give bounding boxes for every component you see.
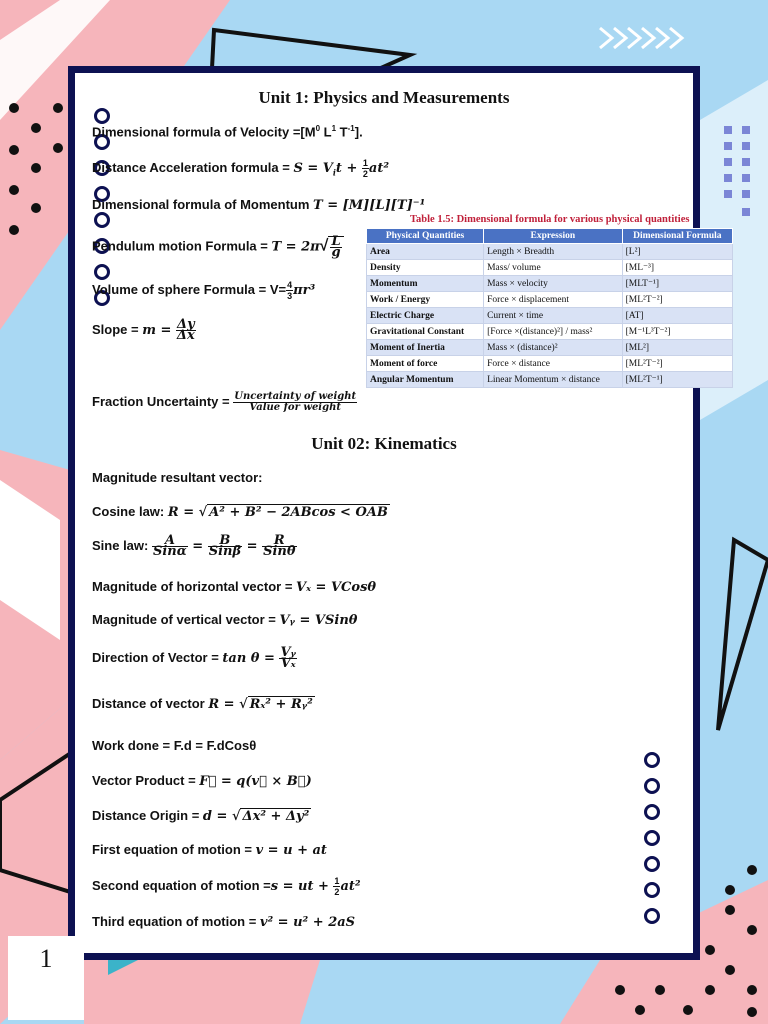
sphere-volume-line: Volume of sphere Formula = V= $\frac{4}{3}$ πr³ <box>92 280 316 301</box>
table-cell: Angular Momentum <box>367 372 484 388</box>
table-row <box>367 308 733 324</box>
sine-law-line: Sine law: $\frac{A}{\text{Sinα}}$ = $\frac{B}{\text{Sinβ}}$ = $\frac{R}{\text{Sinθ}}$ <box>92 533 296 559</box>
table-cell: Gravitational Constant <box>367 324 484 340</box>
second-equation-line: Second equation of motion =s = ut + $\frac{1}{2}$ at² <box>92 876 361 897</box>
first-equation-line: First equation of motion = v = u + at <box>92 842 327 858</box>
vector-distance-line: Distance of vector R = √ Rₓ² + Rᵧ² <box>92 696 313 712</box>
table-cell: Current × time <box>484 308 623 324</box>
page-content <box>68 66 700 960</box>
table-cell: Force × distance <box>484 356 623 372</box>
table-row <box>367 276 733 292</box>
unit1-title: Unit 1: Physics and Measurements <box>258 88 510 107</box>
table-row <box>367 292 733 308</box>
distance-origin-line: Distance Origin = d = √ Δx² + Δy² <box>92 808 310 824</box>
table-cell: [ML²T⁻²] <box>622 292 732 308</box>
table-cell: Density <box>367 260 484 276</box>
slope-line: Slope = m = $\frac{\Delta y}{\Delta x}$ <box>92 317 195 343</box>
table-cell: Momentum <box>367 276 484 292</box>
table-cell: Force × displacement <box>484 292 623 308</box>
page-number: 1 <box>39 944 53 973</box>
table-cell: Mass/ volume <box>484 260 623 276</box>
table-cell: Area <box>367 244 484 260</box>
table-cell: [AT] <box>622 308 732 324</box>
third-equation-line: Third equation of motion = v² = u² + 2aS <box>92 914 356 930</box>
resultant-vector-heading: Magnitude resultant vector: <box>92 470 263 485</box>
unit2-title: Unit 02: Kinematics <box>311 434 457 453</box>
vector-direction-line: Direction of Vector = tan θ = $\frac{\text{Vᵧ}}{\text{Vₓ}}$ <box>92 645 296 671</box>
table-cell: Mass × (distance)² <box>484 340 623 356</box>
table-cell: [ML⁻³] <box>622 260 732 276</box>
vertical-vector-line: Magnitude of vertical vector = Vᵧ = VSinθ <box>92 612 358 628</box>
page-number-box <box>8 936 84 1020</box>
table-cell: [ML²T⁻²] <box>622 356 732 372</box>
table-cell: [Force ×(distance)²] / mass² <box>484 324 623 340</box>
table-row <box>367 340 733 356</box>
table-cell: Mass × velocity <box>484 276 623 292</box>
work-done-line: Work done = F.d = F.dCosθ <box>92 738 257 753</box>
table-cell: Moment of Inertia <box>367 340 484 356</box>
table-row <box>367 372 733 388</box>
table-row <box>367 356 733 372</box>
table-cell: [MLT⁻¹] <box>622 276 732 292</box>
cosine-law-line: Cosine law: R = √ A² + B² − 2ABcos < OAB <box>92 504 388 520</box>
table-cell: Electric Charge <box>367 308 484 324</box>
vector-product-line: Vector Product = F⃗ = q(v⃗ × B⃗) <box>92 773 312 789</box>
table-cell: Work / Energy <box>367 292 484 308</box>
horizontal-vector-line: Magnitude of horizontal vector = Vₓ = VCosθ <box>92 579 377 595</box>
table-row <box>367 244 733 260</box>
table-cell: Linear Momentum × distance <box>484 372 623 388</box>
table-cell: Length × Breadth <box>484 244 623 260</box>
table-row <box>367 324 733 340</box>
table-header: Physical Quantities <box>367 229 484 244</box>
velocity-dimension-line: Dimensional formula of Velocity $=[M^0$ $L^1$ $T^{-1}$]. <box>92 124 363 140</box>
table-cell: [L²] <box>622 244 732 260</box>
momentum-dimension-line: Dimensional formula of Momentum T = [M][L][T]⁻¹ <box>92 197 426 213</box>
table-header: Expression <box>484 229 623 244</box>
pendulum-formula-line: Pendulum motion Formula = T = 2π√ $\frac{L}{g}$ <box>92 236 344 258</box>
table-caption: Table 1.5: Dimensional formula for various physical quantities <box>410 214 690 225</box>
table-row <box>367 260 733 276</box>
dimensional-formula-table <box>366 228 733 388</box>
distance-acceleration-line: Distance Acceleration formula = $S = V_it$ + $\frac{1}{2}$ at² <box>92 158 390 179</box>
table-header: Dimensional Formula <box>622 229 732 244</box>
table-cell: Moment of force <box>367 356 484 372</box>
table-cell: [M⁻¹L³T⁻²] <box>622 324 732 340</box>
table-cell: [ML²] <box>622 340 732 356</box>
table-cell: [ML²T⁻¹] <box>622 372 732 388</box>
fraction-uncertainty-line: Fraction Uncertainty = $\frac{\text{Uncertainty of weight}}{\text{Value for weight}}$ <box>92 391 357 413</box>
